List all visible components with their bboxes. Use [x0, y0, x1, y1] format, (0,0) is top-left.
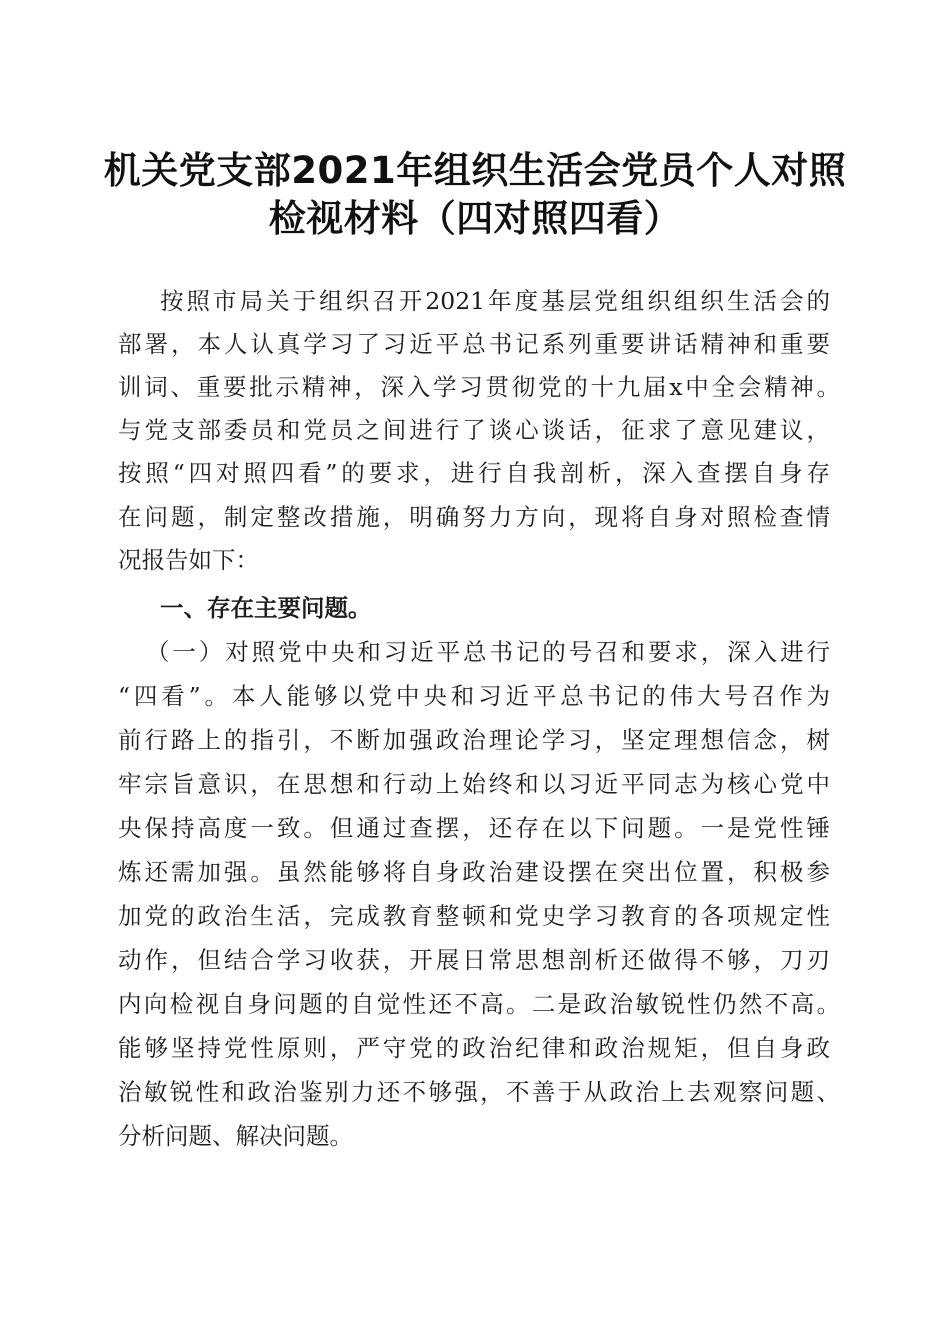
paragraph-2-line-11: 治敏锐性和政治鉴别力还不够强，不善于从政治上去观察问题、 — [118, 1078, 840, 1106]
paragraph-2-line-9: 内向检视自身问题的自觉性还不高。二是政治敏锐性仍然不高。 — [118, 990, 840, 1018]
document-title-line-2: 检视材料（四对照四看） — [268, 197, 682, 240]
document-title-line-1: 机关党支部2021年组织生活会党员个人对照 — [103, 149, 847, 192]
paragraph-2-line-10: 能够坚持党性原则，严守党的政治纪律和政治规矩，但自身政 — [118, 1034, 830, 1062]
paragraph-1-line-2: 部署，本人认真学习了习近平总书记系列重要讲话精神和重要 — [118, 330, 830, 358]
paragraph-1-line-4: 与党支部委员和党员之间进行了谈心谈话，征求了意见建议， — [118, 416, 830, 444]
paragraph-1-line-7: 况报告如下： — [118, 546, 259, 574]
paragraph-2-line-5: 央保持高度一致。但通过查摆，还存在以下问题。一是党性锤 — [118, 814, 830, 842]
paragraph-2-line-3: 前行路上的指引，不断加强政治理论学习，坚定理想信念，树 — [118, 726, 830, 754]
paragraph-2-line-8: 动作，但结合学习收获，开展日常思想剖析还做得不够，刀刃 — [118, 946, 830, 974]
section-1-heading: 一、存在主要问题。 — [160, 594, 372, 622]
paragraph-1-line-6: 在问题，制定整改措施，明确努力方向，现将自身对照检查情 — [118, 503, 830, 531]
paragraph-2-line-12: 分析问题、解决问题。 — [118, 1122, 353, 1150]
paragraph-2-line-6: 炼还需加强。虽然能够将自身政治建设摆在突出位置，积极参 — [118, 858, 830, 886]
paragraph-2-line-2: “四看”。本人能够以党中央和习近平总书记的伟大号召作为 — [118, 682, 830, 710]
paragraph-1-line-1: 按照市局关于组织召开2021年度基层党组织组织生活会的 — [160, 287, 830, 315]
paragraph-2-line-7: 加党的政治生活，完成教育整顿和党史学习教育的各项规定性 — [118, 902, 830, 930]
paragraph-1-line-3: 训词、重要批示精神，深入学习贯彻党的十九届x中全会精神。 — [118, 373, 840, 401]
paragraph-1-line-5: 按照“四对照四看”的要求，进行自我剖析，深入查摆自身存 — [118, 459, 830, 487]
paragraph-2-line-4: 牢宗旨意识，在思想和行动上始终和以习近平同志为核心党中 — [118, 770, 830, 798]
paragraph-2-line-1: （一）对照党中央和习近平总书记的号召和要求，深入进行 — [146, 638, 830, 666]
